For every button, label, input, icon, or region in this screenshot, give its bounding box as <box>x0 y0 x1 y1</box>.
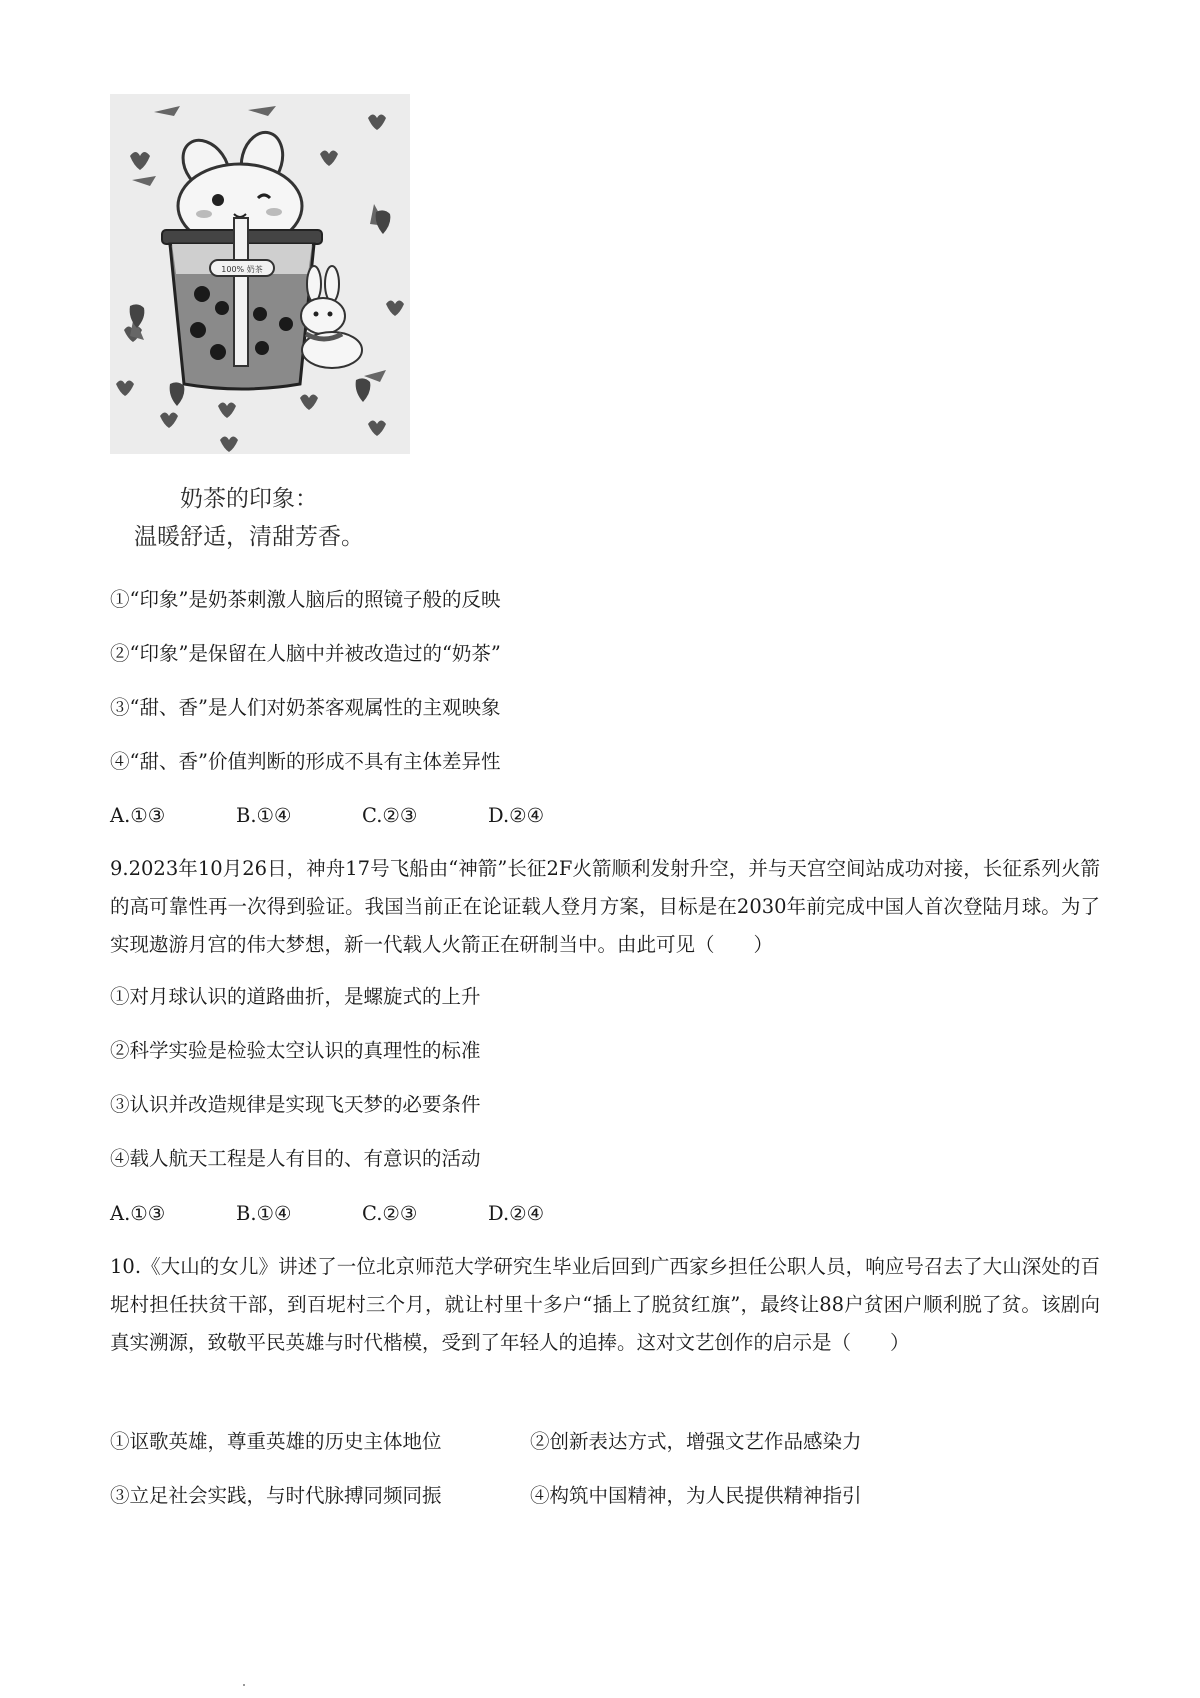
small-bunny <box>301 266 362 368</box>
q8-choice-d: D.②④ <box>488 804 545 827</box>
q9-answer-choices <box>110 1200 544 1228</box>
q9-choice-a: A.①③ <box>110 1202 166 1225</box>
q8-option-4: ④“甜、香”价值判断的形成不具有主体差异性 <box>110 750 501 773</box>
q10-options-row-2 <box>110 1482 950 1510</box>
q10-option-1: ①讴歌英雄，尊重英雄的历史主体地位 <box>110 1430 442 1453</box>
q8-choice-b: B.①④ <box>236 804 292 827</box>
milk-tea-cup <box>162 218 322 389</box>
q9-option-3: ③认识并改造规律是实现飞天梦的必要条件 <box>110 1093 481 1116</box>
q8-answer-choices <box>110 802 544 830</box>
illustration-caption <box>134 480 454 556</box>
q9-choice-d: D.②④ <box>488 1202 545 1225</box>
q10-option-4: ④构筑中国精神，为人民提供精神指引 <box>530 1484 862 1507</box>
caption-line-2: 温暖舒适，清甜芳香。 <box>134 524 364 550</box>
q10-stem: 10.《大山的女儿》讲述了一位北京师范大学研究生毕业后回到广西家乡担任公职人员，响应号召去了大山深处的百坭村担任扶贫干部，到百坭村三个月，就让村里十多户“插上了脱贫红旗”，最终让88户贫困户顺利脱了贫。该剧向真实溯源，致敬平民英雄与时代楷模，受到了年轻人的追捧。这对文艺创作的启示是（ ） <box>110 1255 1100 1354</box>
cup-label: 100% 奶茶 <box>221 265 263 274</box>
q9-choice-b: B.①④ <box>236 1202 292 1225</box>
q9-choice-c: C.②③ <box>362 1202 418 1225</box>
q10-option-2: ②创新表达方式，增强文艺作品感染力 <box>530 1430 862 1453</box>
q9-stem: 9.2023年10月26日，神舟17号飞船由“神箭”长征2F火箭顺利发射升空，并与天宫空间站成功对接，长征系列火箭的高可靠性再一次得到验证。我国当前正在论证载人登月方案，目标是在2030年前完成中国人首次登陆月球。为了实现遨游月宫的伟大梦想，新一代载人火箭正在研制当中。由此可见（ ） <box>110 857 1100 956</box>
q8-option-3: ③“甜、香”是人们对奶茶客观属性的主观映象 <box>110 696 501 719</box>
q9-option-1: ①对月球认识的道路曲折，是螺旋式的上升 <box>110 985 481 1008</box>
q9-option-4: ④载人航天工程是人有目的、有意识的活动 <box>110 1147 481 1170</box>
q10-option-3: ③立足社会实践，与时代脉搏同频同振 <box>110 1484 442 1507</box>
q8-option-1: ①“印象”是奶茶刺激人脑后的照镜子般的反映 <box>110 588 501 611</box>
caption-line-1: 奶茶的印象： <box>180 486 318 512</box>
q8-choice-c: C.②③ <box>362 804 418 827</box>
footer-mark <box>243 1684 245 1686</box>
q8-option-2: ②“印象”是保留在人脑中并被改造过的“奶茶” <box>110 642 501 665</box>
milk-tea-illustration <box>110 94 410 454</box>
q10-options-row-1 <box>110 1428 950 1456</box>
q8-choice-a: A.①③ <box>110 804 166 827</box>
q9-option-2: ②科学实验是检验太空认识的真理性的标准 <box>110 1039 481 1062</box>
